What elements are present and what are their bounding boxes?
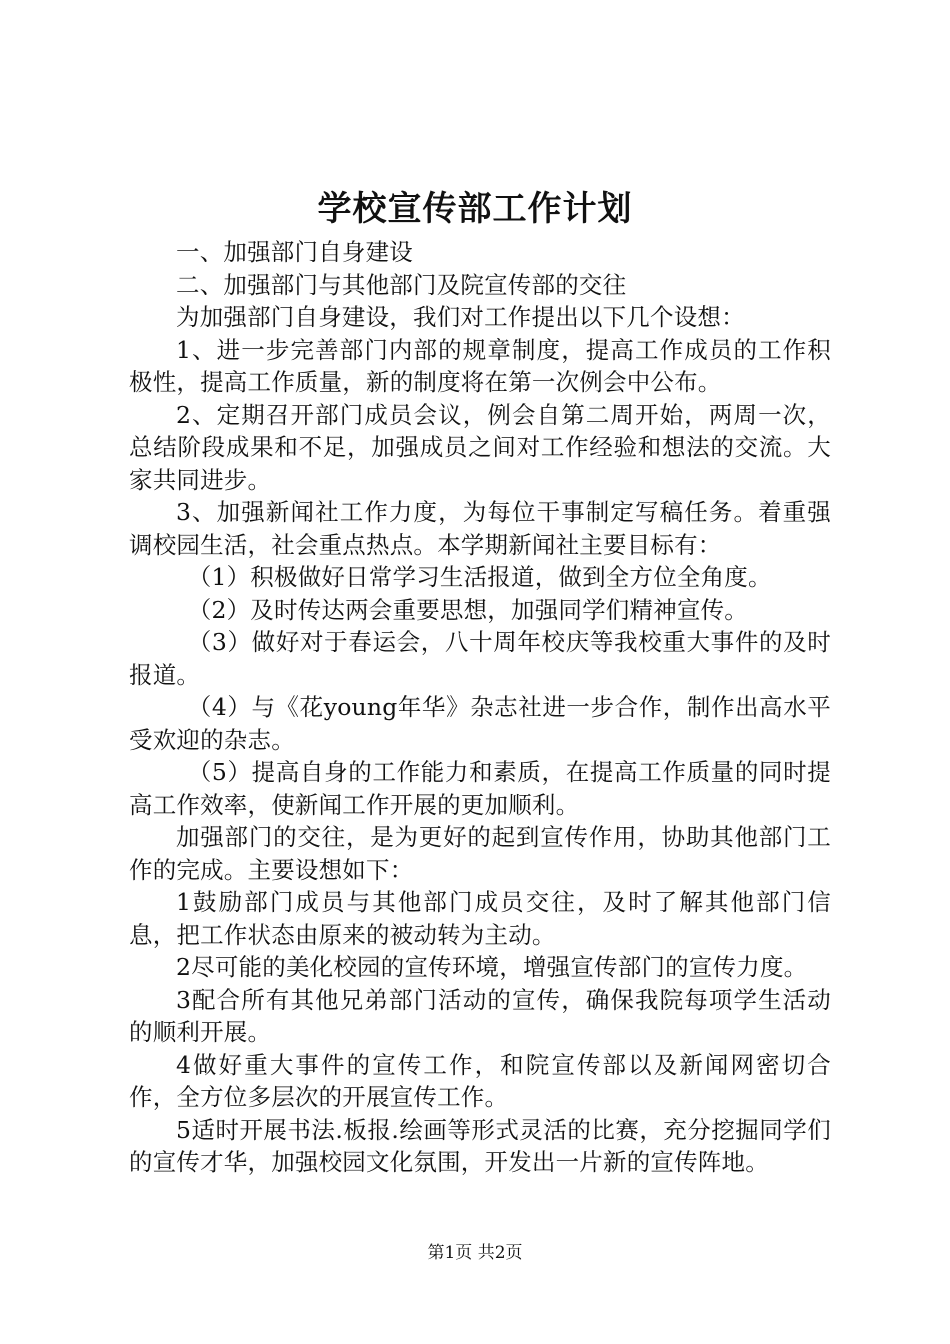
sub-item-paragraph: （4）与《花young年华》杂志社进一步合作，制作出高水平受欢迎的杂志。 [129, 693, 831, 754]
document-body [129, 236, 831, 1179]
document-title: 学校宣传部工作计划 [317, 189, 633, 229]
body-paragraph: 2尽可能的美化校园的宣传环境，增强宣传部门的宣传力度。 [176, 953, 808, 981]
body-paragraph: 加强部门的交往，是为更好的起到宣传作用，协助其他部门工作的完成。主要设想如下： [129, 823, 831, 884]
sub-item-paragraph: （1）积极做好日常学习生活报道，做到全方位全角度。 [187, 563, 772, 591]
body-paragraph: 为加强部门自身建设，我们对工作提出以下几个设想： [176, 303, 745, 331]
body-paragraph: 1、进一步完善部门内部的规章制度，提高工作成员的工作积极性，提高工作质量，新的制度将在第一次例会中公布。 [129, 335, 831, 396]
sub-item-paragraph: （2）及时传达两会重要思想，加强同学们精神宣传。 [187, 595, 749, 624]
page-number-footer: 第1页 共2页 [427, 1243, 523, 1263]
body-paragraph: 1鼓励部门成员与其他部门成员交往，及时了解其他部门信息，把工作状态由原来的被动转为主动。 [129, 888, 831, 949]
section-heading: 一、加强部门自身建设 [176, 238, 413, 266]
section-heading: 二、加强部门与其他部门及院宣传部的交往 [176, 270, 627, 299]
body-paragraph: 3、加强新闻社工作力度，为每位干事制定写稿任务。着重强调校园生活，社会重点热点。本学期新闻社主要目标有： [129, 498, 831, 559]
sub-item-paragraph: （3）做好对于春运会，八十周年校庆等我校重大事件的及时报道。 [129, 628, 831, 689]
body-paragraph: 5适时开展书法.板报.绘画等形式灵活的比赛，充分挖掘同学们的宣传才华，加强校园文化氛围，开发出一片新的宣传阵地。 [129, 1115, 831, 1176]
body-paragraph: 2、定期召开部门成员会议，例会自第二周开始，两周一次，总结阶段成果和不足，加强成员之间对工作经验和想法的交流。大家共同进步。 [129, 400, 831, 494]
body-paragraph: 4做好重大事件的宣传工作，和院宣传部以及新闻网密切合作，全方位多层次的开展宣传工作。 [129, 1050, 831, 1111]
body-paragraph: 3配合所有其他兄弟部门活动的宣传，确保我院每项学生活动的顺利开展。 [129, 985, 831, 1046]
sub-item-paragraph: （5）提高自身的工作能力和素质，在提高工作质量的同时提高工作效率，使新闻工作开展的更加顺利。 [129, 758, 831, 819]
